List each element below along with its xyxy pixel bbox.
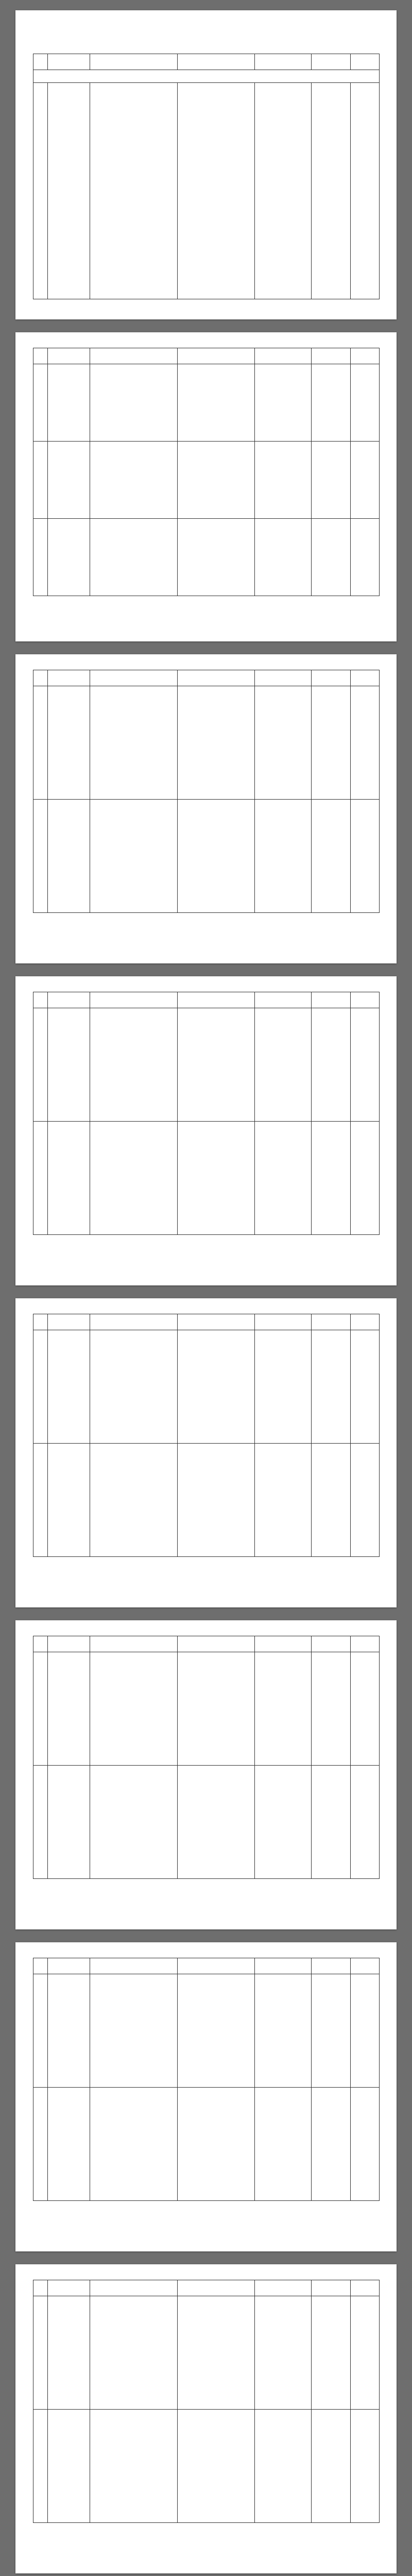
cell-scope	[255, 1122, 312, 1235]
column-header-category	[312, 670, 351, 686]
page-content	[33, 670, 379, 913]
cell-category	[312, 1974, 351, 2088]
cell-index	[33, 686, 48, 800]
section-row	[33, 70, 380, 83]
cell-indicators	[178, 1008, 255, 1122]
table-row	[33, 1444, 380, 1557]
cell-process	[90, 1330, 178, 1444]
cell-category	[312, 2410, 351, 2523]
cell-indicators	[178, 2296, 255, 2410]
cell-name	[48, 364, 90, 442]
cell-name	[48, 1008, 90, 1122]
cell-remark	[351, 1122, 380, 1235]
cell-process	[90, 2088, 178, 2201]
page-content	[33, 26, 379, 299]
cell-indicators	[178, 2410, 255, 2523]
table-row	[33, 1122, 380, 1235]
table-row	[33, 2296, 380, 2410]
cell-scope	[255, 83, 312, 299]
cell-process	[90, 442, 178, 519]
cell-category	[312, 519, 351, 596]
table-header-row	[33, 54, 380, 70]
cell-index	[33, 800, 48, 913]
column-header-process	[90, 992, 178, 1008]
catalog-table	[33, 1314, 380, 1557]
column-header-scope	[255, 2280, 312, 2296]
document-page	[15, 2264, 397, 2573]
cell-remark	[351, 1008, 380, 1122]
cell-name	[48, 1652, 90, 1766]
cell-category	[312, 800, 351, 913]
table-row	[33, 83, 380, 299]
cell-indicators	[178, 1652, 255, 1766]
table-row	[33, 2088, 380, 2201]
table-row	[33, 800, 380, 913]
column-header-name	[48, 1958, 90, 1974]
cell-remark	[351, 364, 380, 442]
column-header-remark	[351, 1958, 380, 1974]
cell-index	[33, 442, 48, 519]
document-page	[15, 976, 397, 1285]
cell-indicators	[178, 519, 255, 596]
document-page	[15, 1298, 397, 1607]
cell-index	[33, 1652, 48, 1766]
cell-category	[312, 2296, 351, 2410]
cell-name	[48, 1122, 90, 1235]
cell-scope	[255, 2296, 312, 2410]
cell-process	[90, 2410, 178, 2523]
document-title	[33, 26, 379, 37]
cell-scope	[255, 1652, 312, 1766]
column-header-process	[90, 670, 178, 686]
cell-scope	[255, 1330, 312, 1444]
page-number	[15, 2238, 397, 2244]
column-header-remark	[351, 54, 380, 70]
column-header-index	[33, 992, 48, 1008]
cell-category	[312, 1122, 351, 1235]
column-header-remark	[351, 1314, 380, 1330]
cell-index	[33, 1444, 48, 1557]
table-row	[33, 1652, 380, 1766]
column-header-scope	[255, 670, 312, 686]
cell-name	[48, 1330, 90, 1444]
cell-name	[48, 2410, 90, 2523]
document-page	[15, 332, 397, 641]
cell-scope	[255, 364, 312, 442]
table-row	[33, 2410, 380, 2523]
cell-name	[48, 686, 90, 800]
column-header-index	[33, 54, 48, 70]
column-header-process	[90, 1958, 178, 1974]
column-header-indicators	[178, 54, 255, 70]
page-content	[33, 348, 379, 596]
cell-category	[312, 1766, 351, 1879]
cell-name	[48, 1766, 90, 1879]
cell-process	[90, 2296, 178, 2410]
cell-name	[48, 519, 90, 596]
cell-indicators	[178, 800, 255, 913]
column-header-name	[48, 54, 90, 70]
cell-category	[312, 442, 351, 519]
cell-process	[90, 364, 178, 442]
column-header-name	[48, 1314, 90, 1330]
table-row	[33, 442, 380, 519]
column-header-indicators	[178, 348, 255, 364]
cell-category	[312, 1444, 351, 1557]
table-row	[33, 519, 380, 596]
cell-name	[48, 2088, 90, 2201]
column-header-indicators	[178, 1958, 255, 1974]
cell-category	[312, 1652, 351, 1766]
page-content	[33, 1636, 379, 1879]
document-subtitle	[33, 37, 379, 48]
column-header-name	[48, 1636, 90, 1652]
document-page	[15, 10, 397, 319]
column-header-index	[33, 670, 48, 686]
column-header-remark	[351, 992, 380, 1008]
table-header-row	[33, 992, 380, 1008]
column-header-category	[312, 1958, 351, 1974]
cell-scope	[255, 519, 312, 596]
page-number	[15, 2560, 397, 2566]
cell-category	[312, 1008, 351, 1122]
column-header-scope	[255, 1958, 312, 1974]
page-content	[33, 1958, 379, 2201]
catalog-table	[33, 1636, 380, 1879]
column-header-process	[90, 54, 178, 70]
cell-index	[33, 2088, 48, 2201]
table-row	[33, 1008, 380, 1122]
cell-category	[312, 686, 351, 800]
cell-scope	[255, 2410, 312, 2523]
cell-indicators	[178, 1444, 255, 1557]
cell-indicators	[178, 686, 255, 800]
page-number	[15, 1916, 397, 1922]
cell-process	[90, 1008, 178, 1122]
table-header-row	[33, 670, 380, 686]
column-header-scope	[255, 54, 312, 70]
column-header-name	[48, 670, 90, 686]
cell-process	[90, 1652, 178, 1766]
document-page	[15, 654, 397, 963]
cell-scope	[255, 1444, 312, 1557]
cell-remark	[351, 1766, 380, 1879]
cell-indicators	[178, 1330, 255, 1444]
column-header-category	[312, 1636, 351, 1652]
column-header-index	[33, 1958, 48, 1974]
column-header-remark	[351, 1636, 380, 1652]
cell-indicators	[178, 364, 255, 442]
cell-index	[33, 83, 48, 299]
cell-remark	[351, 1652, 380, 1766]
column-header-name	[48, 992, 90, 1008]
cell-category	[312, 1330, 351, 1444]
column-header-indicators	[178, 992, 255, 1008]
column-header-process	[90, 1636, 178, 1652]
cell-index	[33, 1974, 48, 2088]
page-number	[15, 306, 397, 312]
cell-remark	[351, 2296, 380, 2410]
cell-process	[90, 1766, 178, 1879]
table-header-row	[33, 348, 380, 364]
cell-remark	[351, 1974, 380, 2088]
catalog-table	[33, 992, 380, 1235]
table-header-row	[33, 1958, 380, 1974]
catalog-table	[33, 1958, 380, 2201]
table-row	[33, 364, 380, 442]
page-content	[33, 2280, 379, 2523]
cell-name	[48, 1444, 90, 1557]
cell-category	[312, 83, 351, 299]
cell-scope	[255, 442, 312, 519]
catalog-table	[33, 54, 380, 299]
cell-name	[48, 800, 90, 913]
column-header-process	[90, 348, 178, 364]
column-header-indicators	[178, 1636, 255, 1652]
cell-name	[48, 442, 90, 519]
column-header-name	[48, 2280, 90, 2296]
page-number	[15, 950, 397, 956]
cell-index	[33, 1008, 48, 1122]
cell-process	[90, 83, 178, 299]
column-header-process	[90, 2280, 178, 2296]
cell-name	[48, 2296, 90, 2410]
cell-index	[33, 2296, 48, 2410]
column-header-category	[312, 2280, 351, 2296]
column-header-name	[48, 348, 90, 364]
catalog-table	[33, 348, 380, 596]
table-row	[33, 686, 380, 800]
cell-name	[48, 1974, 90, 2088]
column-header-scope	[255, 348, 312, 364]
section-heading	[33, 70, 380, 83]
column-header-scope	[255, 1314, 312, 1330]
page-content	[33, 1314, 379, 1557]
cell-remark	[351, 1330, 380, 1444]
column-header-index	[33, 1636, 48, 1652]
column-header-category	[312, 348, 351, 364]
cell-indicators	[178, 2088, 255, 2201]
cell-index	[33, 519, 48, 596]
table-header-row	[33, 1636, 380, 1652]
cell-remark	[351, 2088, 380, 2201]
column-header-remark	[351, 348, 380, 364]
cell-scope	[255, 1974, 312, 2088]
cell-indicators	[178, 1122, 255, 1235]
cell-process	[90, 1974, 178, 2088]
cell-remark	[351, 800, 380, 913]
column-header-scope	[255, 992, 312, 1008]
column-header-process	[90, 1314, 178, 1330]
page-number	[15, 1594, 397, 1600]
table-row	[33, 1330, 380, 1444]
column-header-indicators	[178, 2280, 255, 2296]
document-page	[15, 1942, 397, 2251]
cell-indicators	[178, 1766, 255, 1879]
cell-index	[33, 1330, 48, 1444]
table-row	[33, 1974, 380, 2088]
cell-scope	[255, 1766, 312, 1879]
cell-scope	[255, 800, 312, 913]
cell-remark	[351, 686, 380, 800]
column-header-category	[312, 54, 351, 70]
cell-scope	[255, 2088, 312, 2201]
cell-remark	[351, 442, 380, 519]
cell-scope	[255, 686, 312, 800]
table-header-row	[33, 1314, 380, 1330]
page-number	[15, 628, 397, 634]
cell-process	[90, 519, 178, 596]
cell-indicators	[178, 442, 255, 519]
table-row	[33, 1766, 380, 1879]
column-header-index	[33, 2280, 48, 2296]
cell-scope	[255, 1008, 312, 1122]
column-header-category	[312, 1314, 351, 1330]
catalog-table	[33, 2280, 380, 2523]
cell-index	[33, 1122, 48, 1235]
cell-process	[90, 1122, 178, 1235]
column-header-remark	[351, 2280, 380, 2296]
cell-indicators	[178, 83, 255, 299]
cell-index	[33, 1766, 48, 1879]
document-page	[15, 1620, 397, 1929]
column-header-indicators	[178, 1314, 255, 1330]
cell-remark	[351, 2410, 380, 2523]
table-header-row	[33, 2280, 380, 2296]
cell-remark	[351, 519, 380, 596]
cell-indicators	[178, 1974, 255, 2088]
cell-process	[90, 800, 178, 913]
column-header-index	[33, 348, 48, 364]
cell-process	[90, 686, 178, 800]
cell-category	[312, 2088, 351, 2201]
column-header-remark	[351, 670, 380, 686]
cell-index	[33, 364, 48, 442]
cell-remark	[351, 83, 380, 299]
column-header-category	[312, 992, 351, 1008]
page-number	[15, 1272, 397, 1278]
page-content	[33, 992, 379, 1235]
column-header-scope	[255, 1636, 312, 1652]
cell-name	[48, 83, 90, 299]
column-header-index	[33, 1314, 48, 1330]
cell-remark	[351, 1444, 380, 1557]
cell-process	[90, 1444, 178, 1557]
cell-index	[33, 2410, 48, 2523]
cell-category	[312, 364, 351, 442]
column-header-indicators	[178, 670, 255, 686]
catalog-table	[33, 670, 380, 913]
